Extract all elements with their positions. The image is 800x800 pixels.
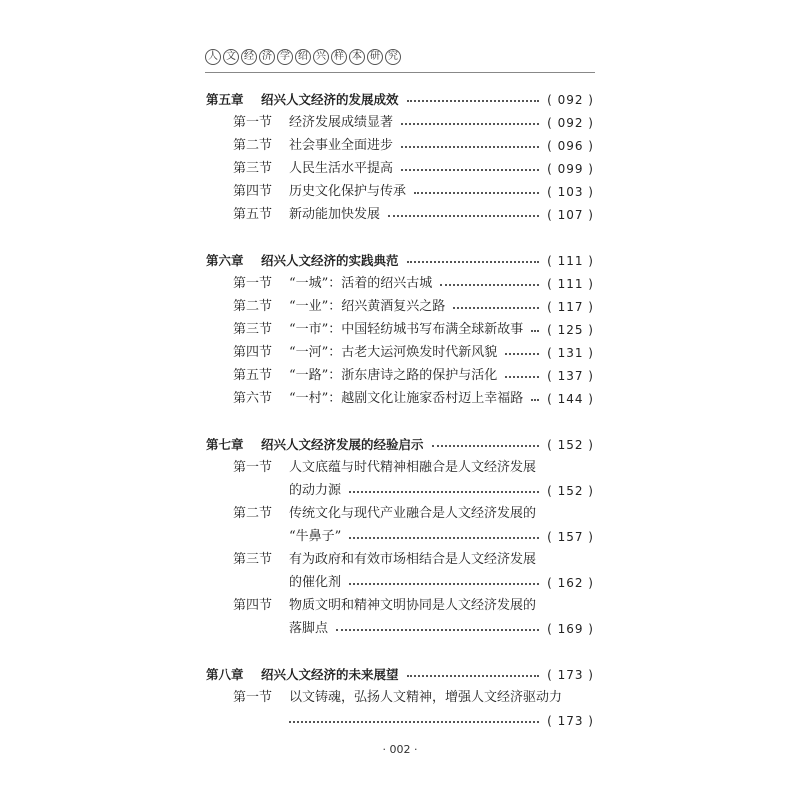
toc-section-6-5[interactable] <box>233 365 594 387</box>
dot-leader <box>401 140 539 148</box>
section-title: 新动能加快发展 <box>289 207 381 222</box>
section-label: 第一节 <box>233 460 273 475</box>
section-title: “一市”：中国轻纺城书写布满全球新故事 <box>289 322 524 337</box>
header-glyph: 人 <box>205 49 221 65</box>
toc-section-7-2[interactable] <box>233 503 594 525</box>
header-glyph: 文 <box>223 49 239 65</box>
toc-section-8-1-continued[interactable] <box>289 710 594 732</box>
section-title: 有为政府和有效市场相结合是人文经济发展 <box>289 552 537 567</box>
header-divider <box>205 72 595 73</box>
dot-leader <box>440 278 539 286</box>
section-title: “一路”：浙东唐诗之路的保护与活化 <box>289 368 498 383</box>
section-label: 第五节 <box>233 368 273 383</box>
section-title: “一业”：绍兴黄酒复兴之路 <box>289 299 446 314</box>
header-glyph: 经 <box>241 49 257 65</box>
page-number: ( 152 ) <box>547 484 594 498</box>
toc-section-7-1-continued[interactable] <box>289 480 594 502</box>
dot-leader <box>531 393 539 401</box>
section-title: 历史文化保护与传承 <box>289 184 407 199</box>
toc-section-6-6[interactable] <box>233 388 594 410</box>
section-title: 物质文明和精神文明协同是人文经济发展的 <box>289 598 537 613</box>
chapter-title: 绍兴人文经济发展的经验启示 <box>261 437 424 452</box>
section-label: 第三节 <box>233 322 273 337</box>
section-title: 人文底蕴与时代精神相融合是人文经济发展 <box>289 460 537 475</box>
toc-chapter-8[interactable] <box>206 664 594 686</box>
section-title: “一河”：古老大运河焕发时代新风貌 <box>289 345 498 360</box>
page-number: ( 152 ) <box>547 438 594 452</box>
toc-section-5-4[interactable] <box>233 181 594 203</box>
toc-section-6-2[interactable] <box>233 296 594 318</box>
page-number: ( 092 ) <box>547 116 594 130</box>
toc-section-7-1[interactable] <box>233 457 594 479</box>
header-glyph: 本 <box>349 49 365 65</box>
dot-leader <box>336 623 539 631</box>
section-label: 第二节 <box>233 506 273 521</box>
header-glyph: 学 <box>277 49 293 65</box>
page-number: ( 173 ) <box>547 714 594 728</box>
page-footer-number: · 002 · <box>382 743 418 756</box>
section-title-continued: “牛鼻子” <box>289 529 342 544</box>
section-title: 社会事业全面进步 <box>289 138 394 153</box>
dot-leader <box>407 255 540 263</box>
header-glyph: 绍 <box>295 49 311 65</box>
section-label: 第二节 <box>233 138 273 153</box>
dot-leader <box>505 347 539 355</box>
section-title-continued: 的催化剂 <box>289 575 342 590</box>
toc-section-6-3[interactable] <box>233 319 594 341</box>
toc-section-5-2[interactable] <box>233 135 594 157</box>
header-glyph: 济 <box>259 49 275 65</box>
page-number: ( 111 ) <box>547 254 594 268</box>
dot-leader <box>432 439 540 447</box>
section-label: 第五节 <box>233 207 273 222</box>
chapter-label: 第六章 <box>206 253 244 268</box>
toc-section-7-3-continued[interactable] <box>289 572 594 594</box>
section-label: 第三节 <box>233 552 273 567</box>
dot-leader <box>289 715 539 723</box>
section-title: “一村”：越剧文化让施家岙村迈上幸福路 <box>289 391 524 406</box>
dot-leader <box>407 669 540 677</box>
section-label: 第六节 <box>233 391 273 406</box>
section-label: 第一节 <box>233 115 273 130</box>
toc-section-5-5[interactable] <box>233 204 594 226</box>
page-number: ( 103 ) <box>547 185 594 199</box>
page-number: ( 092 ) <box>547 93 594 107</box>
chapter-title: 绍兴人文经济的未来展望 <box>261 667 399 682</box>
section-label: 第四节 <box>233 598 273 613</box>
section-title: 以文铸魂，弘扬人文精神，增强人文经济驱动力 <box>289 690 563 705</box>
header-glyph: 研 <box>367 49 383 65</box>
page-number: ( 099 ) <box>547 162 594 176</box>
section-title: “一城”：活着的绍兴古城 <box>289 276 433 291</box>
dot-leader <box>401 117 539 125</box>
toc-section-6-1[interactable] <box>233 273 594 295</box>
page-number: ( 137 ) <box>547 369 594 383</box>
dot-leader <box>531 324 539 332</box>
dot-leader <box>407 94 540 102</box>
toc-section-8-1[interactable] <box>233 687 594 709</box>
chapter-title: 绍兴人文经济的实践典范 <box>261 253 399 268</box>
page-number: ( 157 ) <box>547 530 594 544</box>
toc-chapter-6[interactable] <box>206 250 594 272</box>
dot-leader <box>349 577 539 585</box>
page-number: ( 111 ) <box>547 277 594 291</box>
dot-leader <box>388 209 539 217</box>
section-title: 经济发展成绩显著 <box>289 115 394 130</box>
toc-section-7-3[interactable] <box>233 549 594 571</box>
section-label: 第二节 <box>233 299 273 314</box>
page-number: ( 169 ) <box>547 622 594 636</box>
section-label: 第一节 <box>233 276 273 291</box>
section-label: 第四节 <box>233 184 273 199</box>
section-title-continued: 落脚点 <box>289 621 329 636</box>
toc-section-5-3[interactable] <box>233 158 594 180</box>
dot-leader <box>401 163 539 171</box>
section-title: 人民生活水平提高 <box>289 161 394 176</box>
toc-section-7-4[interactable] <box>233 595 594 617</box>
header-glyph: 兴 <box>313 49 329 65</box>
toc-chapter-7[interactable] <box>206 434 594 456</box>
toc-section-6-4[interactable] <box>233 342 594 364</box>
dot-leader <box>414 186 539 194</box>
section-title-continued: 的动力源 <box>289 483 342 498</box>
header-glyph: 样 <box>331 49 347 65</box>
section-label: 第三节 <box>233 161 273 176</box>
page-number: ( 096 ) <box>547 139 594 153</box>
header-glyph: 究 <box>385 49 401 65</box>
page-number: ( 107 ) <box>547 208 594 222</box>
chapter-label: 第八章 <box>206 667 244 682</box>
dot-leader <box>349 485 539 493</box>
running-header <box>205 46 401 68</box>
page-number: ( 131 ) <box>547 346 594 360</box>
page-number: ( 117 ) <box>547 300 594 314</box>
dot-leader <box>349 531 539 539</box>
section-label: 第四节 <box>233 345 273 360</box>
page-number: ( 144 ) <box>547 392 594 406</box>
page-number: ( 173 ) <box>547 668 594 682</box>
dot-leader <box>505 370 539 378</box>
toc-section-7-4-continued[interactable] <box>289 618 594 640</box>
section-label: 第一节 <box>233 690 273 705</box>
page-number: ( 125 ) <box>547 323 594 337</box>
chapter-label: 第七章 <box>206 437 244 452</box>
chapter-title: 绍兴人文经济的发展成效 <box>261 92 399 107</box>
chapter-label: 第五章 <box>206 92 244 107</box>
toc-section-7-2-continued[interactable] <box>289 526 594 548</box>
toc-chapter-5[interactable] <box>206 89 594 111</box>
page-number: ( 162 ) <box>547 576 594 590</box>
toc-section-5-1[interactable] <box>233 112 594 134</box>
section-title: 传统文化与现代产业融合是人文经济发展的 <box>289 506 537 521</box>
dot-leader <box>453 301 539 309</box>
